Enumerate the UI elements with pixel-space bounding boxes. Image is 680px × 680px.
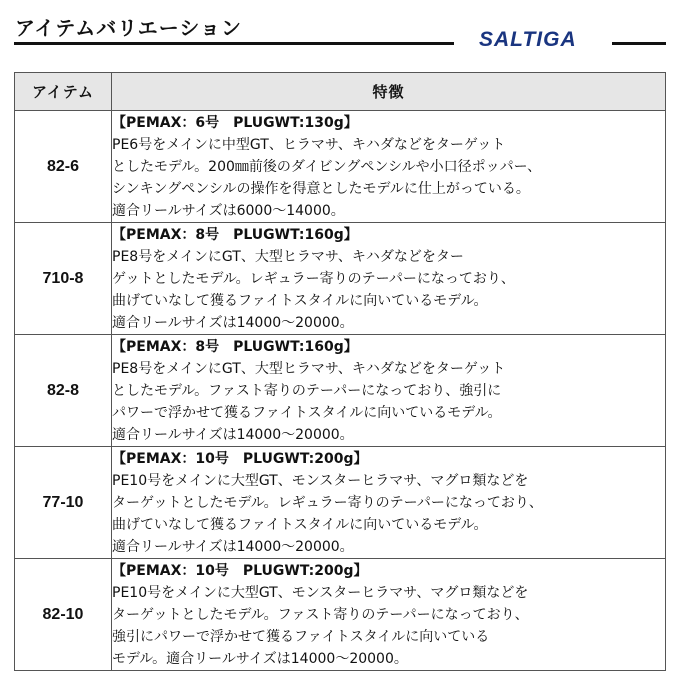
feature-description	[112, 559, 666, 671]
feature-description	[112, 223, 666, 335]
description-line: としたモデル。ファスト寄りのテーパーになっており、強引に	[112, 382, 502, 399]
spec-line: 【PEMAX：8号 PLUGWT:160g】	[112, 338, 358, 355]
item-name: 77-10	[15, 447, 112, 559]
reel-size-line: 適合リールサイズは6000〜14000。	[112, 202, 345, 219]
features-column-header: 特徴	[112, 73, 666, 111]
title-divider	[14, 42, 454, 45]
description-line: PE6号をメインに中型GT、ヒラマサ、キハダなどをターゲット	[112, 136, 506, 153]
item-name: 82-8	[15, 335, 112, 447]
description-line: PE10号をメインに大型GT、モンスターヒラマサ、マグロ類などを	[112, 584, 529, 601]
item-column-header: アイテム	[15, 73, 112, 111]
description-line: 曲げていなして獲るファイトスタイルに向いているモデル。	[112, 292, 488, 309]
reel-size-line: 適合リールサイズは14000〜20000。	[112, 538, 354, 555]
brand-divider	[612, 42, 666, 45]
description-line: PE8号をメインにGT、大型ヒラマサ、キハダなどをターゲット	[112, 360, 506, 377]
title-row	[14, 6, 666, 51]
table-row	[15, 559, 666, 671]
page-title: アイテムバリエーション	[15, 16, 242, 40]
reel-size-line: 適合リールサイズは14000〜20000。	[112, 426, 354, 443]
description-line: ターゲットとしたモデル。ファスト寄りのテーパーになっており、	[112, 606, 529, 623]
description-line: としたモデル。200㎜前後のダイビングペンシルや小口径ポッパー、	[112, 158, 542, 175]
feature-description	[112, 447, 666, 559]
description-line: パワーで浮かせて獲るファイトスタイルに向いているモデル。	[112, 404, 502, 421]
feature-description	[112, 111, 666, 223]
spec-line: 【PEMAX：6号 PLUGWT:130g】	[112, 114, 358, 131]
table-row	[15, 111, 666, 223]
item-name: 710-8	[15, 223, 112, 335]
description-line: ゲットとしたモデル。レギュラー寄りのテーパーになっており、	[112, 270, 515, 287]
description-line: PE10号をメインに大型GT、モンスターヒラマサ、マグロ類などを	[112, 472, 529, 489]
spec-line: 【PEMAX：10号 PLUGWT:200g】	[112, 562, 368, 579]
description-line: PE8号をメインにGT、大型ヒラマサ、キハダなどをター	[112, 248, 464, 265]
description-line: 強引にパワーで浮かせて獲るファイトスタイルに向いている	[112, 628, 490, 645]
variation-table	[14, 72, 666, 671]
feature-description	[112, 335, 666, 447]
reel-size-line: 適合リールサイズは14000〜20000。	[112, 314, 354, 331]
table-header-row	[15, 73, 666, 111]
item-name: 82-6	[15, 111, 112, 223]
table-row	[15, 335, 666, 447]
table-row	[15, 223, 666, 335]
description-line: シンキングペンシルの操作を得意としたモデルに仕上がっている。	[112, 180, 530, 197]
item-name: 82-10	[15, 559, 112, 671]
description-line: モデル。適合リールサイズは14000〜20000。	[112, 650, 408, 667]
spec-line: 【PEMAX：8号 PLUGWT:160g】	[112, 226, 358, 243]
table-row	[15, 447, 666, 559]
description-line: 曲げていなして獲るファイトスタイルに向いているモデル。	[112, 516, 488, 533]
description-line: ターゲットとしたモデル。レギュラー寄りのテーパーになっており、	[112, 494, 543, 511]
spec-line: 【PEMAX：10号 PLUGWT:200g】	[112, 450, 368, 467]
brand-logo: SALTIGA	[479, 28, 577, 51]
